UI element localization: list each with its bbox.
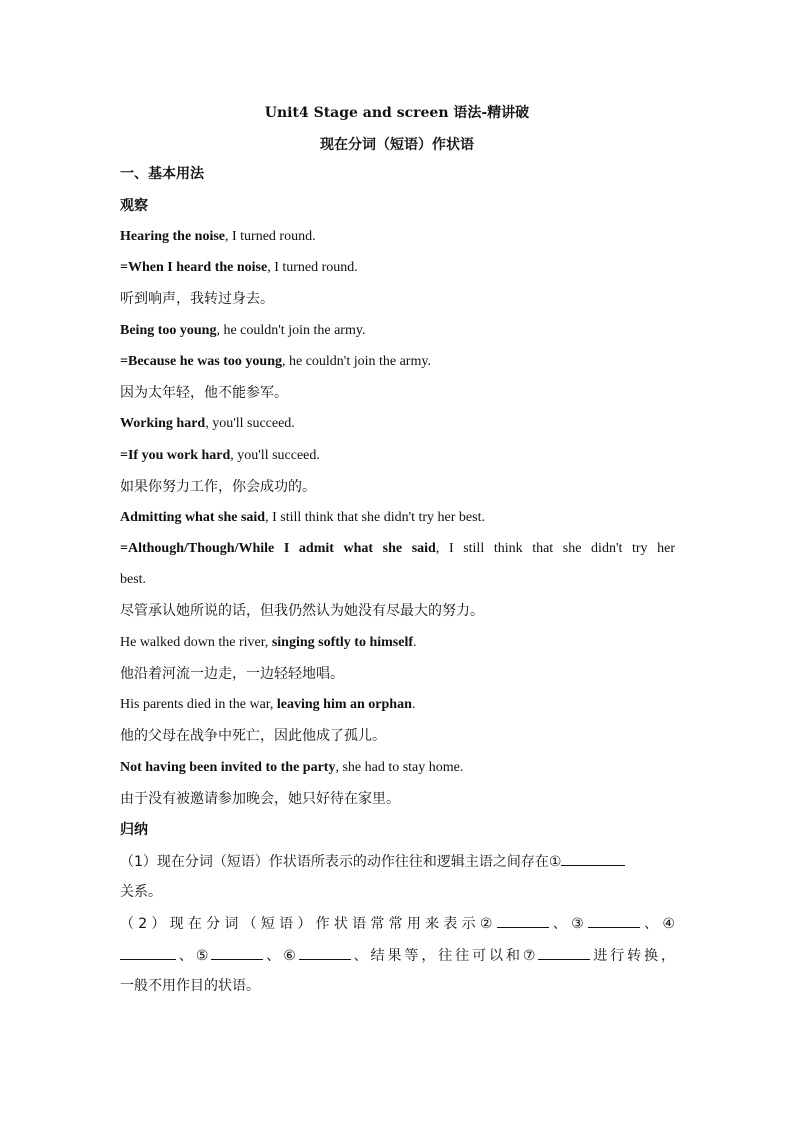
summary-text: 进行转换， [590, 948, 675, 964]
document-subtitle: 现在分词（短语）作状语 [320, 137, 474, 153]
observe-label: 观察 [120, 198, 148, 214]
summary-text: 、结果等，往往可以和⑦ [350, 948, 539, 964]
main-clause: , I turned round. [267, 260, 358, 275]
example-sentence [120, 321, 675, 341]
adverbial-clause: =Although/Though/While I admit what she said [120, 541, 436, 556]
participle-phrase: Working hard [120, 416, 206, 431]
participle-phrase: Hearing the noise [120, 229, 225, 244]
section-heading: 一、基本用法 [120, 166, 204, 182]
punctuation: . [411, 697, 416, 712]
main-clause: , you'll succeed. [205, 416, 295, 431]
example-translation: 尽管承认她所说的话，但我仍然认为她没有尽最大的努力。 [120, 603, 484, 619]
main-clause: , I still think that she didn't try her best. [265, 510, 485, 525]
example-sentence [120, 414, 675, 434]
main-clause: His parents died in the war, [120, 697, 277, 712]
summary-text: 、⑤ [176, 948, 212, 964]
participle-phrase: Admitting what she said [120, 510, 266, 525]
fill-blank-3[interactable] [588, 913, 640, 928]
example-translation: 因为太年轻，他不能参军。 [120, 385, 288, 401]
summary-text: 、⑥ [263, 948, 299, 964]
participle-phrase: leaving him an orphan [276, 697, 412, 712]
summary-text: 、④ [639, 916, 675, 932]
example-rewrite [120, 352, 675, 372]
main-clause: , I turned round. [225, 229, 316, 244]
fill-blank-5[interactable] [211, 945, 263, 960]
summary-text: 、③ [548, 916, 588, 932]
participle-phrase: Being too young [120, 323, 217, 338]
fill-blank-1[interactable] [561, 851, 625, 866]
main-clause: , he couldn't join the army. [281, 354, 431, 369]
example-sentence [120, 758, 675, 778]
adverbial-clause: =If you work hard [120, 448, 231, 463]
summary-point-2-continued [120, 945, 675, 966]
example-rewrite [120, 539, 675, 559]
main-clause: , I still think that she didn't try her [435, 541, 675, 556]
summary-point-1-continued: 关系。 [120, 884, 162, 900]
document-title: Unit4 Stage and screen 语法-精讲破 [264, 105, 530, 121]
adverbial-clause: =When I heard the noise [120, 260, 268, 275]
main-clause: , he couldn't join the army. [216, 323, 366, 338]
example-translation: 他的父母在战争中死亡，因此他成了孤儿。 [120, 728, 386, 744]
punctuation: . [413, 635, 417, 650]
example-sentence [120, 695, 675, 715]
participle-phrase: Not having been invited to the party [120, 760, 336, 775]
example-rewrite [120, 258, 675, 278]
example-translation: 由于没有被邀请参加晚会，她只好待在家里。 [120, 791, 400, 807]
example-rewrite-continued: best. [120, 572, 147, 587]
fill-blank-6[interactable] [299, 945, 351, 960]
example-translation: 听到响声，我转过身去。 [120, 291, 274, 307]
main-clause: He walked down the river, [120, 635, 272, 650]
summary-text: （2）现在分词（短语）作状语常常用来表示② [120, 916, 497, 932]
example-sentence [120, 227, 675, 247]
main-clause: , you'll succeed. [230, 448, 320, 463]
fill-blank-2[interactable] [497, 913, 549, 928]
example-translation: 他沿着河流一边走，一边轻轻地唱。 [120, 666, 344, 682]
example-rewrite [120, 446, 675, 466]
adverbial-clause: =Because he was too young [120, 354, 282, 369]
summary-point-2-end: 一般不用作目的状语。 [120, 978, 260, 994]
fill-blank-4[interactable] [120, 945, 176, 960]
summary-point-2 [120, 913, 675, 934]
participle-phrase: singing softly to himself [271, 635, 414, 650]
example-sentence [120, 633, 675, 653]
fill-blank-7[interactable] [538, 945, 590, 960]
summary-text: （1）现在分词（短语）作状语所表示的动作往往和逻辑主语之间存在① [120, 854, 562, 870]
summary-point-1 [120, 851, 675, 872]
main-clause: , she had to stay home. [335, 760, 464, 775]
summary-heading: 归纳 [120, 822, 148, 838]
example-sentence [120, 508, 675, 528]
example-translation: 如果你努力工作，你会成功的。 [120, 479, 316, 495]
